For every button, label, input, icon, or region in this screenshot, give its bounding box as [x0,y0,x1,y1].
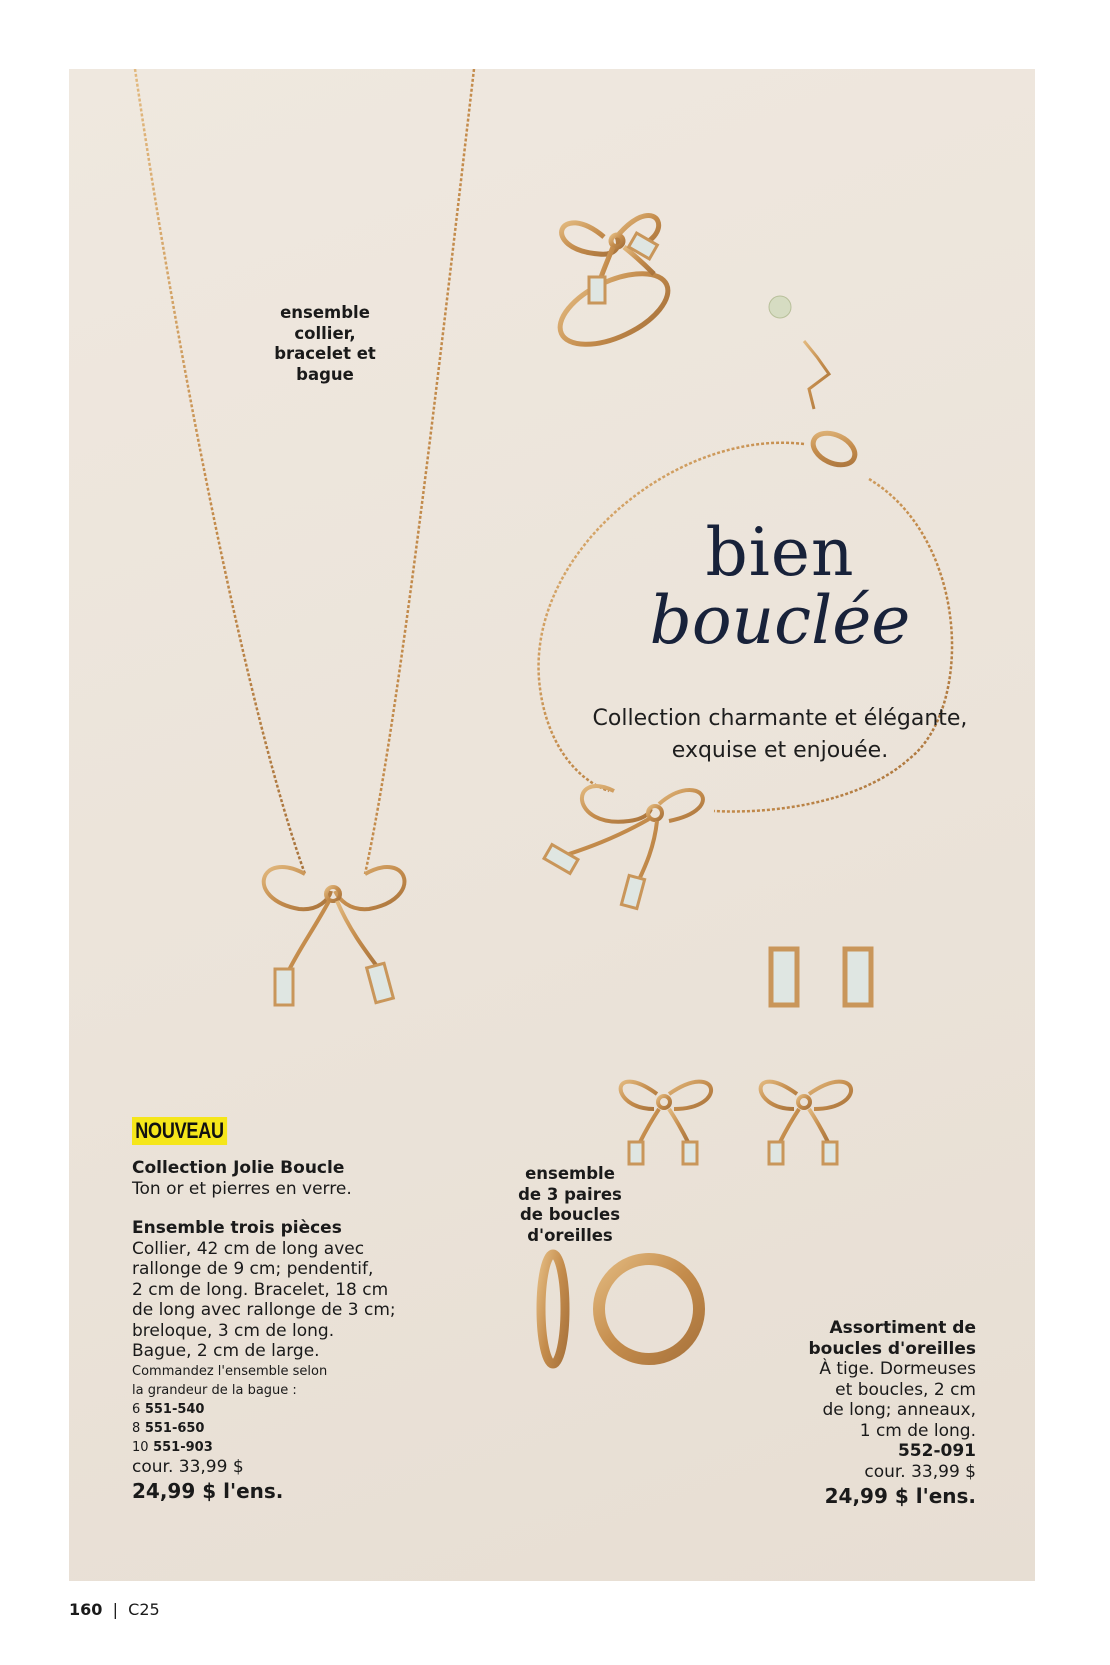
detail-line: 2 cm de long. Bracelet, 18 cm [132,1279,389,1300]
detail-line: et boucles, 2 cm [835,1379,976,1400]
page-footer [69,1600,160,1619]
size-row [132,1400,432,1419]
product-code: 551-903 [153,1439,213,1455]
set2-label-line: de boucles [519,1205,621,1224]
footer-separator: | [107,1600,124,1619]
set-title: Ensemble trois pièces [132,1218,342,1238]
product-code: 552-091 [897,1441,976,1461]
order-note-line: Commandez l'ensemble selon [132,1363,328,1379]
product-title: Collection Jolie Boucle [132,1158,345,1178]
size-row [132,1438,432,1457]
page-number: 160 [69,1600,103,1619]
detail-line: de long; anneaux, [822,1400,976,1420]
set1-label [245,303,405,385]
product-subtitle: Ton or et pierres en verre. [132,1178,352,1199]
size-value: 10 [132,1439,149,1455]
product-code: 551-540 [144,1401,205,1417]
left-product-description [132,1158,432,1502]
necklace [135,69,474,974]
set1-label-line: ensemble [280,303,370,322]
set2-label [500,1164,640,1246]
set2-label-line: d'oreilles [527,1225,613,1245]
detail-line: 1 cm de long. [859,1420,976,1441]
regular-price: cour. 33,99 $ [864,1461,976,1482]
sale-price: 24,99 $ l'ens. [132,1479,284,1503]
product-code: 551-650 [144,1420,205,1436]
set2-label-line: de 3 paires [518,1184,622,1204]
new-badge: NOUVEAU [132,1117,227,1145]
tagline-line: exquise et enjouée. [671,738,889,763]
detail-line: Bague, 2 cm de large. [132,1341,320,1361]
bow-earrings [621,1082,851,1144]
tagline [570,703,990,767]
set2-label-line: ensemble [525,1164,615,1183]
product-title-line: boucles d'oreilles [808,1338,976,1359]
headline [640,514,920,659]
sale-price: 24,99 $ l'ens. [824,1484,976,1508]
product-title-line: Assortiment de [829,1318,976,1338]
regular-price: cour. 33,99 $ [132,1456,244,1477]
detail-line: de long avec rallonge de 3 cm; [132,1300,396,1320]
headline-line2: bouclée [649,582,911,659]
right-product-description [760,1318,976,1507]
tagline-line: Collection charmante et élégante, [592,706,968,731]
set1-label-line: collier, [294,323,356,343]
order-note-line: la grandeur de la bague : [132,1382,297,1398]
size-value: 8 [132,1420,141,1436]
size-value: 6 [132,1401,141,1417]
size-row [132,1419,432,1438]
order-note [132,1362,432,1457]
detail-line: À tige. Dormeuses [819,1359,976,1379]
hoop-earrings [541,1254,699,1364]
detail-line: Collier, 42 cm de long avec [132,1238,365,1259]
catalog-code: C25 [128,1600,160,1619]
headline-line1: bien [705,514,855,591]
set1-label-line: bracelet et [274,344,376,363]
ring [550,216,679,359]
set1-label-line: bague [296,364,354,384]
stud-earrings [771,949,871,1005]
detail-line: breloque, 3 cm de long. [132,1320,335,1341]
detail-line: rallonge de 9 cm; pendentif, [132,1259,374,1279]
